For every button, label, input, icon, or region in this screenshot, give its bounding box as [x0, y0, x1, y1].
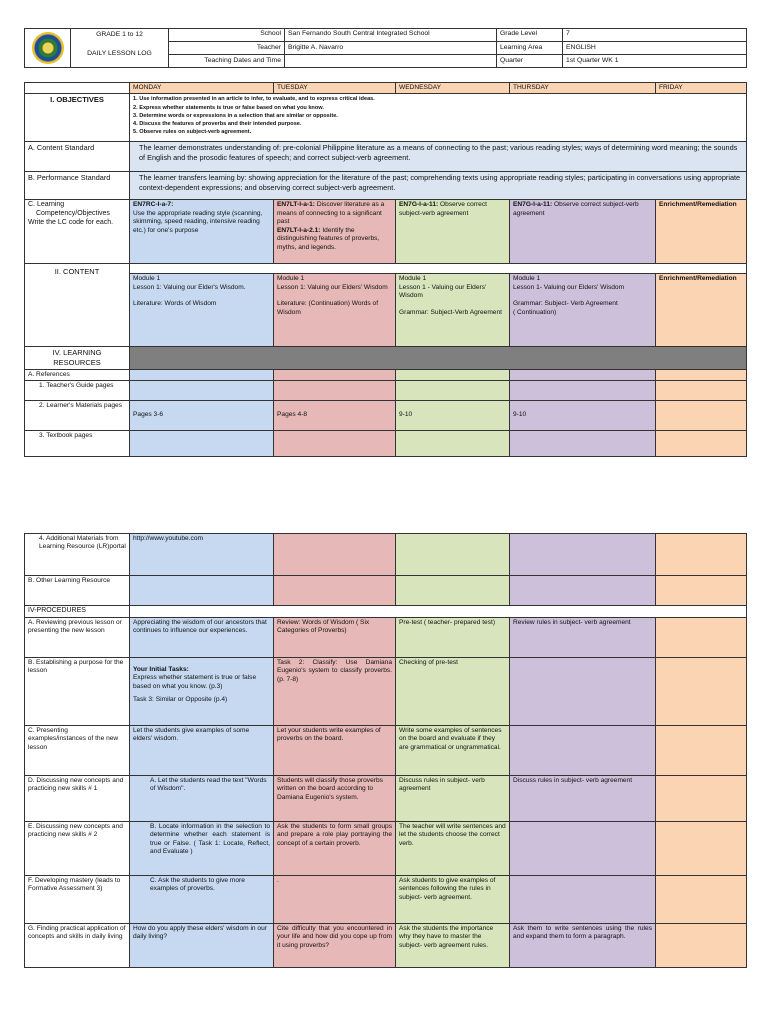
proc-e-wednesday: The teacher will write sentences and let the students choose the correct verb.: [396, 821, 510, 875]
cell: [656, 657, 747, 725]
lm-tuesday: Pages 4-8: [274, 401, 396, 431]
content-line: Module 1: [133, 275, 161, 283]
proc-a-thursday: Review rules in subject- verb agreement: [510, 617, 656, 657]
deped-seal-icon: [32, 32, 64, 64]
content-line: Lesson 1: Valuing our Elder's Wisdom.: [133, 283, 246, 291]
content-line: [513, 292, 652, 300]
grade-level-label: Grade Level: [497, 29, 563, 42]
lc-code: EN7G-I-a-11:: [399, 201, 439, 209]
cell: [130, 369, 274, 380]
proc-d-thursday: Discuss rules in subject- verb agreement: [510, 775, 656, 821]
lm-wednesday: 9-10: [396, 401, 510, 431]
content-standard-text: The learner demonstrates understanding of: pre-colonial Philippine literature as a means of connecting to the past; various reading styles; ways of determining word meaning; the sounds of English and the prosodic features of speech; and correct subject-verb agreement.: [130, 142, 747, 172]
grade-range: GRADE 1 to 12: [71, 29, 169, 42]
cell: [510, 381, 656, 401]
proc-c-wednesday: Write some examples of sentences on the board and evaluate if they are grammatical or ungrammatical.: [396, 725, 510, 775]
cell: [396, 576, 510, 606]
competency-label-line: Competency/Objectives: [36, 210, 110, 218]
cell: [274, 534, 396, 576]
header-table: [24, 28, 747, 68]
content-standard-label: A. Content Standard: [25, 142, 130, 172]
lc-code: EN7RC-I-a-7:: [133, 201, 174, 209]
lm-monday: Pages 3-6: [130, 401, 274, 431]
cell: [274, 381, 396, 401]
cell: [510, 657, 656, 725]
quarter-value: 1st Quarter WK 1: [563, 55, 747, 68]
content-line: Grammar: Subject-Verb Agreement: [399, 308, 502, 316]
content-line: Lesson 1 - Valuing our Elders' Wisdom: [399, 283, 487, 300]
proc-e-monday: B. Locate information in the selection to determine whether each statement is true or False. ( Task 1: Locate, Reflect, and Evaluate ): [130, 821, 274, 875]
deped-seal: [25, 29, 71, 68]
learners-materials-label: 2. Learner's Materials pages: [25, 401, 130, 431]
proc-e-label: E. Discussing new concepts and practicing new skills # 2: [25, 821, 130, 875]
cell: [510, 431, 656, 457]
cell: [396, 381, 510, 401]
grade-level-value: 7: [563, 29, 747, 42]
proc-c-monday: Let the students give examples of some elders' wisdom.: [130, 725, 274, 775]
cell: [656, 369, 747, 380]
textbook-label: 3. Textbook pages: [25, 431, 130, 457]
cell: [396, 431, 510, 457]
blank-cell: [25, 83, 130, 94]
cell: [510, 369, 656, 380]
proc-f-wednesday: Ask students to give examples of sentences following the rules in subject- verb agreement.: [396, 875, 510, 923]
content-tuesday: [274, 274, 396, 347]
teacher-value: Brigitte A. Navarro: [285, 41, 497, 55]
day-wednesday: WEDNESDAY: [396, 83, 510, 94]
cell: [656, 775, 747, 821]
learning-area-label: Learning Area: [497, 41, 563, 55]
teacher-label: Teacher: [169, 41, 285, 55]
lc-text: Identify the distinguishing features of proverbs, myths, and legends.: [277, 226, 380, 251]
content-friday: Enrichment/Remediation: [656, 274, 747, 347]
proc-d-wednesday: Discuss rules in subject- verb agreement: [396, 775, 510, 821]
proc-f-monday: C. Ask the students to give more examples of proverbs.: [130, 875, 274, 923]
content-line: [399, 301, 506, 309]
proc-g-tuesday: Cite difficulty that you encountered in your life and how did you cope up from it using proverbs?: [274, 923, 396, 967]
proc-f-tuesday: .: [274, 875, 396, 923]
proc-g-label: G. Finding practical application of concepts and skills in daily living: [25, 923, 130, 967]
content-wednesday: [396, 274, 510, 347]
lc-code: EN7LT-I-a-1:: [277, 201, 315, 209]
objective-item: 3. Determine words or expressions in a selection that are similar or opposite.: [133, 112, 338, 119]
content-line: ( Continuation): [513, 308, 557, 316]
cell: [656, 381, 747, 401]
competency-monday: [130, 200, 274, 264]
cell: [510, 725, 656, 775]
proc-b-label: B. Establishing a purpose for the lesson: [25, 657, 130, 725]
lc-text: Discover literature as a means of connecting to a significant past: [277, 201, 385, 226]
day-monday: MONDAY: [130, 83, 274, 94]
content-line: Module 1: [513, 275, 541, 283]
proc-g-wednesday: Ask the students the importance why they have to master the subject- verb agreement rules.: [396, 923, 510, 967]
task-3-text: Task 3: Similar or Opposite (p.4): [133, 696, 228, 704]
cell: [656, 431, 747, 457]
lc-code: EN7G-I-a-11:: [513, 201, 553, 209]
document-title: DAILY LESSON LOG: [71, 41, 169, 67]
content-line: [133, 292, 270, 300]
lesson-table-page-1: [24, 82, 747, 457]
cell: [510, 875, 656, 923]
cell: [510, 576, 656, 606]
initial-tasks-text: Express whether statement is true or false based on what you know. (p.3): [133, 674, 257, 690]
other-resources-label: B. Other Learning Resource: [25, 576, 130, 606]
school-label: School: [169, 29, 285, 42]
school-value: San Fernando South Central Integrated School: [285, 29, 497, 42]
content-spacer: [130, 264, 747, 274]
additional-materials-monday[interactable]: http://www.youtube.com: [130, 534, 274, 576]
dates-label: Teaching Dates and Time: [169, 55, 285, 68]
competency-label-line: Write the LC code for each.: [28, 219, 114, 227]
content-line: Grammar: Subject- Verb Agreement: [513, 300, 618, 308]
cell: [396, 369, 510, 380]
cell: [656, 401, 747, 431]
day-thursday: THURSDAY: [510, 83, 656, 94]
lesson-table-page-2: [24, 533, 747, 968]
cell: [274, 369, 396, 380]
cell: [396, 534, 510, 576]
initial-tasks-title: Your Initial Tasks:: [133, 665, 189, 673]
content-monday: [130, 274, 274, 347]
proc-b-wednesday: Checking of pre-test: [396, 657, 510, 725]
objectives-list: [130, 94, 747, 142]
cell: [130, 576, 274, 606]
proc-c-label: C. Presenting examples/instances of the new lesson: [25, 725, 130, 775]
proc-g-monday: How do you apply these elders' wisdom in our daily living?: [130, 923, 274, 967]
proc-a-label: A. Reviewing previous lesson or presenting the new lesson: [25, 617, 130, 657]
cell: [656, 576, 747, 606]
day-tuesday: TUESDAY: [274, 83, 396, 94]
lc-text: Observe correct subject-verb agreement: [399, 201, 487, 217]
cell: [274, 431, 396, 457]
content-thursday: [510, 274, 656, 347]
content-line: Literature: Words of Wisdom: [133, 300, 217, 308]
proc-b-tuesday: Task 2: Classify: Use Damiana Eugenio's system to classify proverbs. (p. 7-8): [274, 657, 396, 725]
performance-standard-label: B. Performance Standard: [25, 172, 130, 200]
cell: [510, 821, 656, 875]
content-line: Lesson 1- Valuing our Elders' Wisdom: [513, 283, 625, 291]
objective-item: 2. Express whether statements is true or false based on what you know.: [133, 104, 324, 111]
cell: [130, 381, 274, 401]
day-friday: FRIDAY: [656, 83, 747, 94]
content-line: [277, 292, 392, 300]
content-line: Module 1: [277, 275, 305, 283]
objective-item: 5. Observe rules on subject-verb agreement.: [133, 128, 252, 135]
learning-resources-bar: [130, 347, 747, 369]
competency-label-line: C. Learning: [28, 201, 65, 209]
additional-materials-label: 4. Additional Materials from Learning Resource (LR)portal: [25, 534, 130, 576]
performance-standard-text: The learner transfers learning by: showing appreciation for the literature of the past; comprehending texts using appropriate reading styles; participating in conversations using appropriate context-dependent expressions; and observing correct subject-verb agreement.: [130, 172, 747, 200]
proc-a-wednesday: Pre-test ( teacher- prepared test): [396, 617, 510, 657]
proc-d-tuesday: Students will classify those proverbs written on the board according to Damiana Eugenio's system.: [274, 775, 396, 821]
competency-wednesday: [396, 200, 510, 264]
procedures-label: IV-PROCEDURES: [25, 606, 130, 618]
cell: [130, 431, 274, 457]
content-line: Literature: (Continuation) Words of Wisdom: [277, 300, 379, 316]
lc-text: Use the appropriate reading style (scanning, skimming, speed reading, intensive reading etc.) for one's purpose: [133, 209, 263, 234]
lm-thursday: 9-10: [510, 401, 656, 431]
quarter-label: Quarter: [497, 55, 563, 68]
proc-e-tuesday: Ask the students to form small groups and prepare a role play portraying the concept of a certain proverb.: [274, 821, 396, 875]
learning-resources-label: IV. LEARNING RESOURCES: [25, 347, 130, 369]
proc-f-label: F. Developing mastery (leads to Formative Assessment 3): [25, 875, 130, 923]
proc-b-monday: [130, 657, 274, 725]
objective-item: 1. Use information presented in an article to infer, to evaluate, and to express critical ideas.: [133, 96, 375, 103]
learning-area-value: ENGLISH: [563, 41, 747, 55]
cell: [656, 875, 747, 923]
proc-a-monday: Appreciating the wisdom of our ancestors that continues to influence our experiences.: [130, 617, 274, 657]
dates-value: [285, 55, 497, 68]
competency-tuesday: [274, 200, 396, 264]
references-label: A. References: [25, 369, 130, 380]
proc-a-tuesday: Review: Words of Wisdom ( Six Categories of Proverbs): [274, 617, 396, 657]
cell: [656, 923, 747, 967]
proc-d-monday: A. Let the students read the text "Words of Wisdom".: [130, 775, 274, 821]
objectives-label: I. OBJECTIVES: [25, 94, 130, 142]
content-line: Module 1: [399, 275, 427, 283]
cell: [510, 534, 656, 576]
cell: [656, 821, 747, 875]
competency-thursday: [510, 200, 656, 264]
cell: [656, 534, 747, 576]
teachers-guide-label: 1. Teacher's Guide pages: [25, 381, 130, 401]
lc-text: Observe correct subject-verb agreement: [513, 201, 639, 217]
competency-friday: Enrichment/Remediation: [656, 200, 747, 264]
content-line: Lesson 1: Valuing our Elders' Wisdom: [277, 283, 388, 291]
cell: [656, 725, 747, 775]
cell: [274, 576, 396, 606]
cell: [656, 617, 747, 657]
objective-item: 4. Discuss the features of proverbs and their intended purpose.: [133, 120, 302, 127]
competency-label: [25, 200, 130, 264]
proc-g-thursday: Ask them to write sentences using the rules and expand them to form a paragraph.: [510, 923, 656, 967]
procedures-spacer: [130, 606, 747, 618]
proc-d-label: D. Discussing new concepts and practicing new skills # 1: [25, 775, 130, 821]
proc-c-tuesday: Let your students write examples of proverbs on the board.: [274, 725, 396, 775]
lc-code: EN7LT-I-a-2.1:: [277, 226, 321, 234]
content-label: II. CONTENT: [25, 264, 130, 347]
